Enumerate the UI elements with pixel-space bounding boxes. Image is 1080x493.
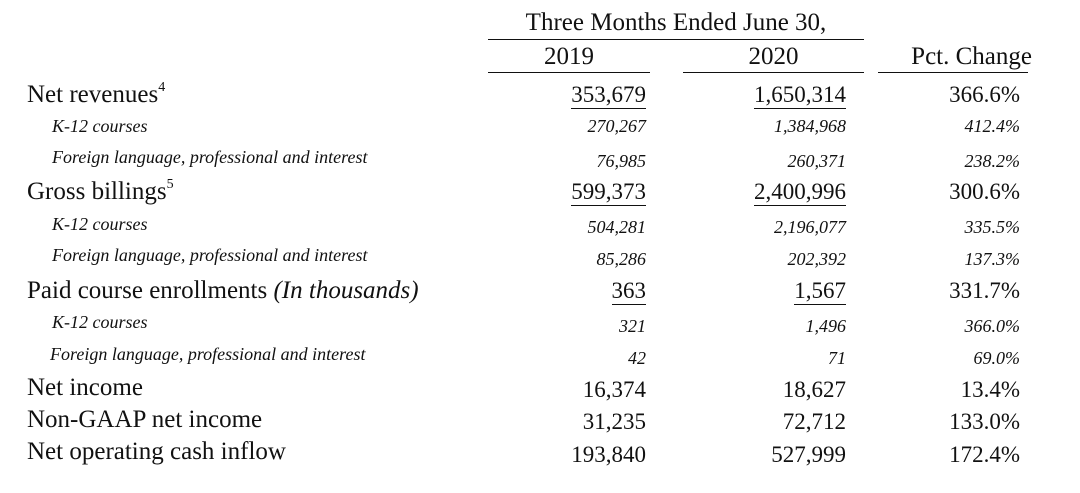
value-pct-change: 137.3% xyxy=(964,249,1020,269)
value-2019: 42 xyxy=(628,348,646,368)
table-row-net-revenues-foreign xyxy=(0,144,1080,170)
value-2019: 31,235 xyxy=(582,409,646,434)
row-label: Net revenues$^4$ xyxy=(27,80,166,108)
footnote-marker: 4 xyxy=(158,80,166,95)
header-period-rule xyxy=(488,39,864,40)
value-2020: 2,400,996 xyxy=(754,179,846,204)
row-label: Net operating cash inflow xyxy=(27,438,286,465)
value-2020: 202,392 xyxy=(787,249,846,269)
value-2019: 270,267 xyxy=(587,116,646,136)
value-2019: 363 xyxy=(611,278,646,303)
row-label: Non-GAAP net income xyxy=(27,406,263,433)
value-2020: 18,627 xyxy=(782,377,846,402)
table-row-net-revenues-k12 xyxy=(0,113,1080,139)
value-2019: 76,985 xyxy=(596,151,646,171)
header-rule-2019 xyxy=(488,72,650,73)
row-label: K-12 courses xyxy=(52,116,148,136)
table-row-non-gaap-net-income xyxy=(0,404,1080,436)
row-label: Net income xyxy=(27,374,143,401)
table-row-paid-course-enrollments xyxy=(0,275,1080,307)
value-pct-change: 238.2% xyxy=(964,151,1020,171)
row-label: Gross billings$^5$ xyxy=(27,177,174,205)
value-2020: 1,650,314 xyxy=(754,82,846,107)
table-row-net-income xyxy=(0,372,1080,404)
header-year-2020: 2020 xyxy=(748,43,799,70)
table-row-gross-billings-foreign xyxy=(0,242,1080,268)
value-pct-change: 366.6% xyxy=(949,82,1020,107)
value-2019: 353,679 xyxy=(571,82,646,107)
value-pct-change: 13.4% xyxy=(960,377,1020,402)
header-rule-pct xyxy=(878,72,1028,73)
value-pct-change: 331.7% xyxy=(949,278,1020,303)
footnote-marker: 5 xyxy=(166,177,174,192)
value-pct-change: 366.0% xyxy=(964,316,1020,336)
header-pct-change: Pct. Change xyxy=(911,43,1032,70)
value-pct-change: 172.4% xyxy=(949,442,1020,467)
header-year-2019: 2019 xyxy=(544,43,594,70)
row-label: K-12 courses xyxy=(52,214,148,234)
value-pct-change: 69.0% xyxy=(973,348,1020,368)
value-2019: 193,840 xyxy=(571,442,646,467)
value-2020: 1,567 xyxy=(794,278,846,303)
value-2019: 16,374 xyxy=(582,377,646,402)
value-pct-change: 412.4% xyxy=(964,116,1020,136)
header-rule-2020 xyxy=(683,72,864,73)
value-2020: 72,712 xyxy=(782,409,846,434)
value-pct-change: 300.6% xyxy=(949,179,1020,204)
table-row-paid-enrollments-k12 xyxy=(0,309,1080,335)
value-pct-change: 335.5% xyxy=(964,217,1020,237)
value-2020: 260,371 xyxy=(787,151,846,171)
value-2019: 85,286 xyxy=(596,249,646,269)
value-2019: 321 xyxy=(619,316,646,336)
value-2020: 1,496 xyxy=(805,316,846,336)
table-row-gross-billings xyxy=(0,176,1080,208)
header-period-title: Three Months Ended June 30, xyxy=(525,9,827,36)
table-row-net-operating-cash-inflow xyxy=(0,436,1080,468)
unit-qualifier: (In thousands) xyxy=(273,277,419,304)
row-label: Paid course enrollments (In thousands) xyxy=(27,277,419,304)
value-2020: 71 xyxy=(828,348,846,368)
row-label: Foreign language, professional and interest xyxy=(50,344,366,364)
table-row-paid-enrollments-foreign xyxy=(0,341,1080,367)
row-label: K-12 courses xyxy=(52,312,148,332)
row-label: Foreign language, professional and interest xyxy=(52,245,368,265)
value-2020: 2,196,077 xyxy=(774,217,846,237)
table-row-gross-billings-k12 xyxy=(0,211,1080,237)
value-2020: 1,384,968 xyxy=(774,116,846,136)
table-row-net-revenues xyxy=(0,79,1080,111)
value-2020: 527,999 xyxy=(771,442,846,467)
value-2019: 599,373 xyxy=(571,179,646,204)
row-label: Foreign language, professional and interest xyxy=(52,147,368,167)
value-2019: 504,281 xyxy=(587,217,646,237)
value-pct-change: 133.0% xyxy=(949,409,1020,434)
